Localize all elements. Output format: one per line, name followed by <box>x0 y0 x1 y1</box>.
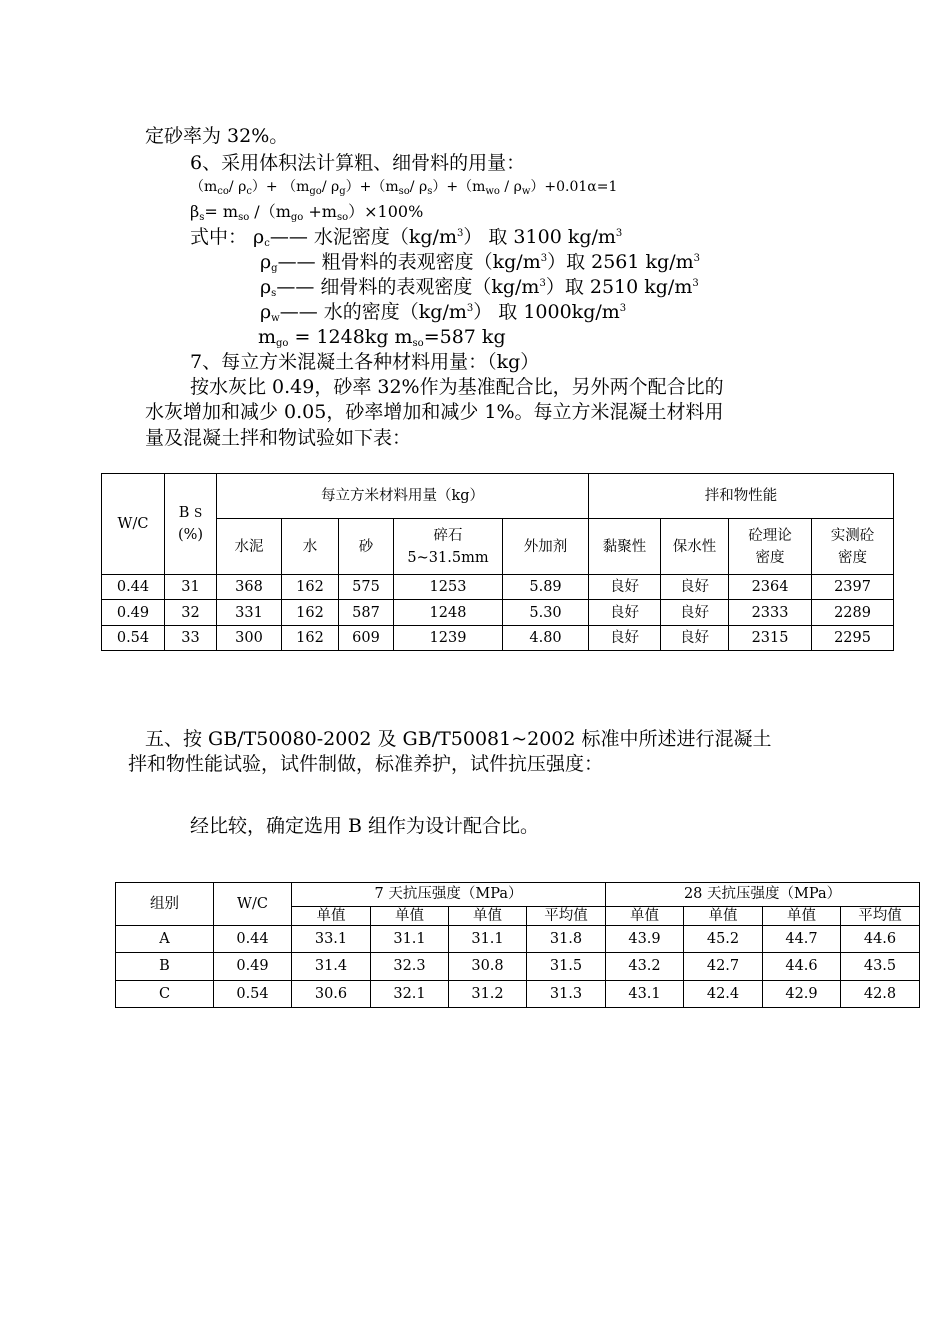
cell: 331 <box>217 600 282 626</box>
cell: 32.3 <box>371 953 449 981</box>
paragraph-line-1: 按水灰比 0.49，砂率 32%作为基准配合比，另外两个配合比的 <box>190 376 724 398</box>
cell: 4.80 <box>503 626 589 651</box>
header-group: 组别 <box>116 883 214 926</box>
cell: 162 <box>282 575 339 600</box>
cell: 31.4 <box>292 953 371 981</box>
table-row <box>116 926 920 953</box>
cell: 162 <box>282 626 339 651</box>
cell: 2289 <box>812 600 894 626</box>
cell: 0.54 <box>102 626 165 651</box>
cell: 良好 <box>661 575 729 600</box>
header-water: 水 <box>282 519 339 575</box>
cell: 44.6 <box>841 926 920 953</box>
header-gravel: 碎石 5~31.5mm <box>394 519 503 575</box>
cell: 45.2 <box>684 926 763 953</box>
cell: 32 <box>165 600 217 626</box>
header-admixture: 外加剂 <box>503 519 589 575</box>
cell: 2397 <box>812 575 894 600</box>
cell: 良好 <box>589 575 661 600</box>
header-single: 单值 <box>606 907 684 926</box>
header-average: 平均值 <box>527 907 606 926</box>
table-row <box>102 600 894 626</box>
cell: 0.44 <box>102 575 165 600</box>
cell: 30.6 <box>292 981 371 1008</box>
cell: 2315 <box>729 626 812 651</box>
cell: 31.1 <box>449 926 527 953</box>
def-fine-density: $\rho_s——$ 细骨料的表观密度$(kg/m^3)$取 2510 $kg/m^3$ <box>260 276 699 299</box>
cell: 2295 <box>812 626 894 651</box>
table-row <box>102 575 894 600</box>
cell: 31 <box>165 575 217 600</box>
mass-results: $m_{go} = 1248kg$ $m_{so}=587$ kg <box>258 326 506 349</box>
cell: 2364 <box>729 575 812 600</box>
cell: 2333 <box>729 600 812 626</box>
header-single: 单值 <box>292 907 371 926</box>
cell: 33 <box>165 626 217 651</box>
cell: 42.7 <box>684 953 763 981</box>
table-row <box>102 626 894 651</box>
header-measured-density: 实测砼 密度 <box>812 519 894 575</box>
cell: 31.3 <box>527 981 606 1008</box>
table-row <box>116 953 920 981</box>
cell: 1248 <box>394 600 503 626</box>
compressive-strength-table <box>115 882 920 1008</box>
cell: 30.8 <box>449 953 527 981</box>
def-coarse-density: $\rho_g——$ 粗骨料的表观密度$(kg/m^3)$取 2561 $kg/m^3$ <box>260 251 700 274</box>
cell: 575 <box>339 575 394 600</box>
header-single: 单值 <box>763 907 841 926</box>
cell: 43.2 <box>606 953 684 981</box>
cell: 1239 <box>394 626 503 651</box>
cell: 良好 <box>661 626 729 651</box>
cell: C <box>116 981 214 1008</box>
section-5-line-1: 五、按 GB/T50080-2002 及 GB/T50081~2002 标准中所述进行混凝土 <box>145 728 772 750</box>
header-average: 平均值 <box>841 907 920 926</box>
header-theoretical-density: 砼理论 密度 <box>729 519 812 575</box>
header-cohesion: 黏聚性 <box>589 519 661 575</box>
header-wc: W/C <box>102 474 165 575</box>
cell: 43.5 <box>841 953 920 981</box>
cell: 良好 <box>589 600 661 626</box>
cell: 1253 <box>394 575 503 600</box>
step-7-heading: 7、每立方米混凝土各种材料用量：（kg） <box>190 351 540 373</box>
mix-proportion-table <box>101 473 894 651</box>
cell: A <box>116 926 214 953</box>
header-28-day: 28 天抗压强度（MPa） <box>606 883 920 907</box>
section-5-line-2: 拌和物性能试验，试件制做，标准养护，试件抗压强度： <box>128 753 604 775</box>
cell: 良好 <box>661 600 729 626</box>
paragraph-line-3: 量及混凝土拌和物试验如下表： <box>145 427 412 449</box>
sand-ratio-formula: $\beta_s= m_{so}$ $/(m_{go} +m_{so})\times 100\%$ <box>190 202 424 223</box>
conclusion: 经比较，确定选用 B 组作为设计配合比。 <box>190 815 540 837</box>
def-water-density: $\rho_w——$ 水的密度$(kg/m^3)$ 取 $1000kg/m^3$ <box>260 301 627 324</box>
cell: 0.49 <box>102 600 165 626</box>
cell: 31.5 <box>527 953 606 981</box>
line-sand-rate: 定砂率为 32%。 <box>145 125 289 147</box>
header-material-group: 每立方米材料用量（kg） <box>217 474 589 519</box>
cell: 43.1 <box>606 981 684 1008</box>
paragraph-line-2: 水灰增加和减少 0.05，砂率增加和减少 1%。每立方米混凝土材料用 <box>145 401 724 423</box>
cell: 300 <box>217 626 282 651</box>
cell: 5.89 <box>503 575 589 600</box>
header-mix-performance: 拌和物性能 <box>589 474 894 519</box>
cell: 0.44 <box>214 926 292 953</box>
cell: 5.30 <box>503 600 589 626</box>
cell: 33.1 <box>292 926 371 953</box>
volume-formula: （$m_{co}/$ $\rho_c)+ (m_{go}/$ $\rho_g)+(m_{so}/$ $\rho_s)+(m_{wo} / \rho_w)+0.01\alpha=1$ <box>190 179 618 197</box>
step-6-heading: 6、采用体积法计算粗、细骨料的用量： <box>190 152 526 174</box>
cell: 32.1 <box>371 981 449 1008</box>
cell: 44.7 <box>763 926 841 953</box>
header-sand: 砂 <box>339 519 394 575</box>
cell: 42.9 <box>763 981 841 1008</box>
header-cement: 水泥 <box>217 519 282 575</box>
header-7-day: 7 天抗压强度（MPa） <box>292 883 606 907</box>
header-single: 单值 <box>371 907 449 926</box>
cell: 31.8 <box>527 926 606 953</box>
header-sand-ratio: Β S (%) <box>165 474 217 575</box>
cell: 162 <box>282 600 339 626</box>
cell: 31.2 <box>449 981 527 1008</box>
cell: 368 <box>217 575 282 600</box>
def-cement-density: 式中： $\rho_c——$ 水泥密度$(kg/m^3)$ 取 3100 $kg/m^3$ <box>190 226 623 249</box>
cell: 42.8 <box>841 981 920 1008</box>
header-wc: W/C <box>214 883 292 926</box>
cell: 0.49 <box>214 953 292 981</box>
header-water-retention: 保水性 <box>661 519 729 575</box>
cell: 42.4 <box>684 981 763 1008</box>
table-row <box>116 981 920 1008</box>
header-single: 单值 <box>449 907 527 926</box>
header-single: 单值 <box>684 907 763 926</box>
cell: 31.1 <box>371 926 449 953</box>
cell: 43.9 <box>606 926 684 953</box>
cell: 0.54 <box>214 981 292 1008</box>
cell: 44.6 <box>763 953 841 981</box>
cell: 609 <box>339 626 394 651</box>
cell: 587 <box>339 600 394 626</box>
cell: B <box>116 953 214 981</box>
cell: 良好 <box>589 626 661 651</box>
